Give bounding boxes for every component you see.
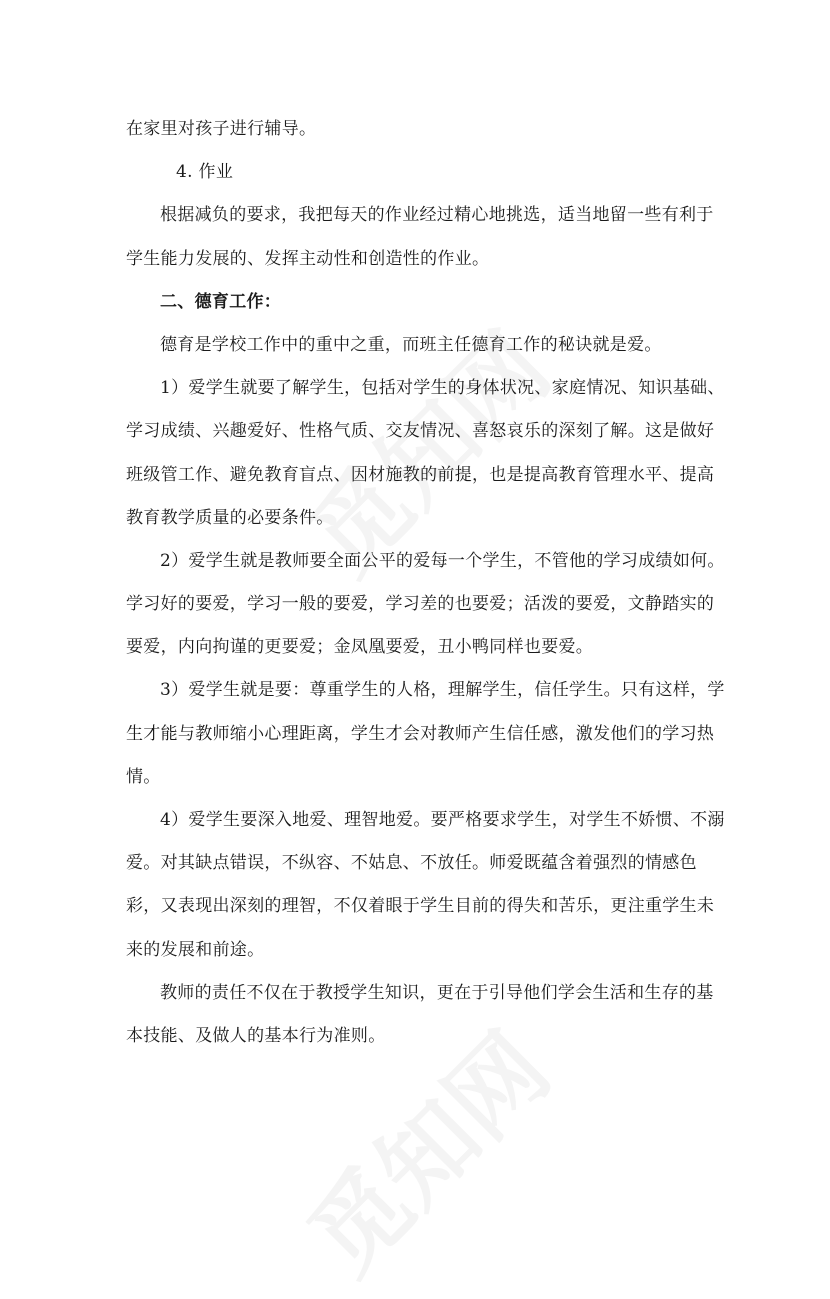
paragraph-line: 4）爱学生要深入地爱、理智地爱。要严格要求学生，对学生不娇惯、不溺: [160, 810, 725, 830]
paragraph-line: 1）爱学生就要了解学生，包括对学生的身体状况、家庭情况、知识基础、: [160, 378, 725, 399]
paragraph-line: 本技能、及做人的基本行为准则。: [126, 1025, 386, 1046]
paragraph-line: 情。: [126, 766, 161, 787]
paragraph-line: 3）爱学生就是要：尊重学生的人格，理解学生，信任学生。只有这样，学: [160, 680, 725, 701]
paragraph-line: 在家里对孩子进行辅导。: [126, 119, 317, 139]
paragraph-line: 学习成绩、兴趣爱好、性格气质、交友情况、喜怒哀乐的深刻了解。这是做好: [126, 421, 715, 442]
paragraph-line: 生才能与教师缩小心理距离，学生才会对教师产生信任感，激发他们的学习热: [126, 723, 715, 744]
paragraph-line: 2）爱学生就是教师要全面公平的爱每一个学生，不管他的学习成绩如何。: [160, 550, 725, 571]
paragraph-line: 根据减负的要求，我把每天的作业经过精心地挑选，适当地留一些有利于: [160, 205, 714, 226]
section-heading: 二、德育工作：: [160, 291, 282, 312]
paragraph-line: 来的发展和前途。: [126, 939, 265, 960]
paragraph-line: 爱。对其缺点错误，不纵容、不姑息、不放任。师爱既蕴含着强烈的情感色: [126, 853, 697, 874]
section-item-heading: 4. 作业: [176, 162, 234, 183]
paragraph-line: 班级管工作、避免教育盲点、因材施教的前提，也是提高教育管理水平、提高: [126, 464, 715, 485]
paragraph-line: 教育教学质量的必要条件。: [126, 507, 334, 528]
paragraph-line: 学习好的要爱，学习一般的要爱，学习差的也要爱；活泼的要爱，文静踏实的: [126, 594, 715, 615]
paragraph-line: 要爱，内向拘谨的更要爱；金凤凰要爱，丑小鸭同样也要爱。: [126, 637, 594, 658]
paragraph-line: 彩，又表现出深刻的理智，不仅着眼于学生目前的得失和苦乐，更注重学生未: [126, 896, 715, 917]
paragraph-line: 学生能力发展的、发挥主动性和创造性的作业。: [126, 248, 490, 269]
paragraph-line: 德育是学校工作中的重中之重，而班主任德育工作的秘诀就是爱。: [160, 334, 662, 355]
document-body: [126, 108, 725, 1058]
paragraph-line: 教师的责任不仅在于教授学生知识，更在于引导他们学会生活和生存的基: [160, 982, 714, 1003]
